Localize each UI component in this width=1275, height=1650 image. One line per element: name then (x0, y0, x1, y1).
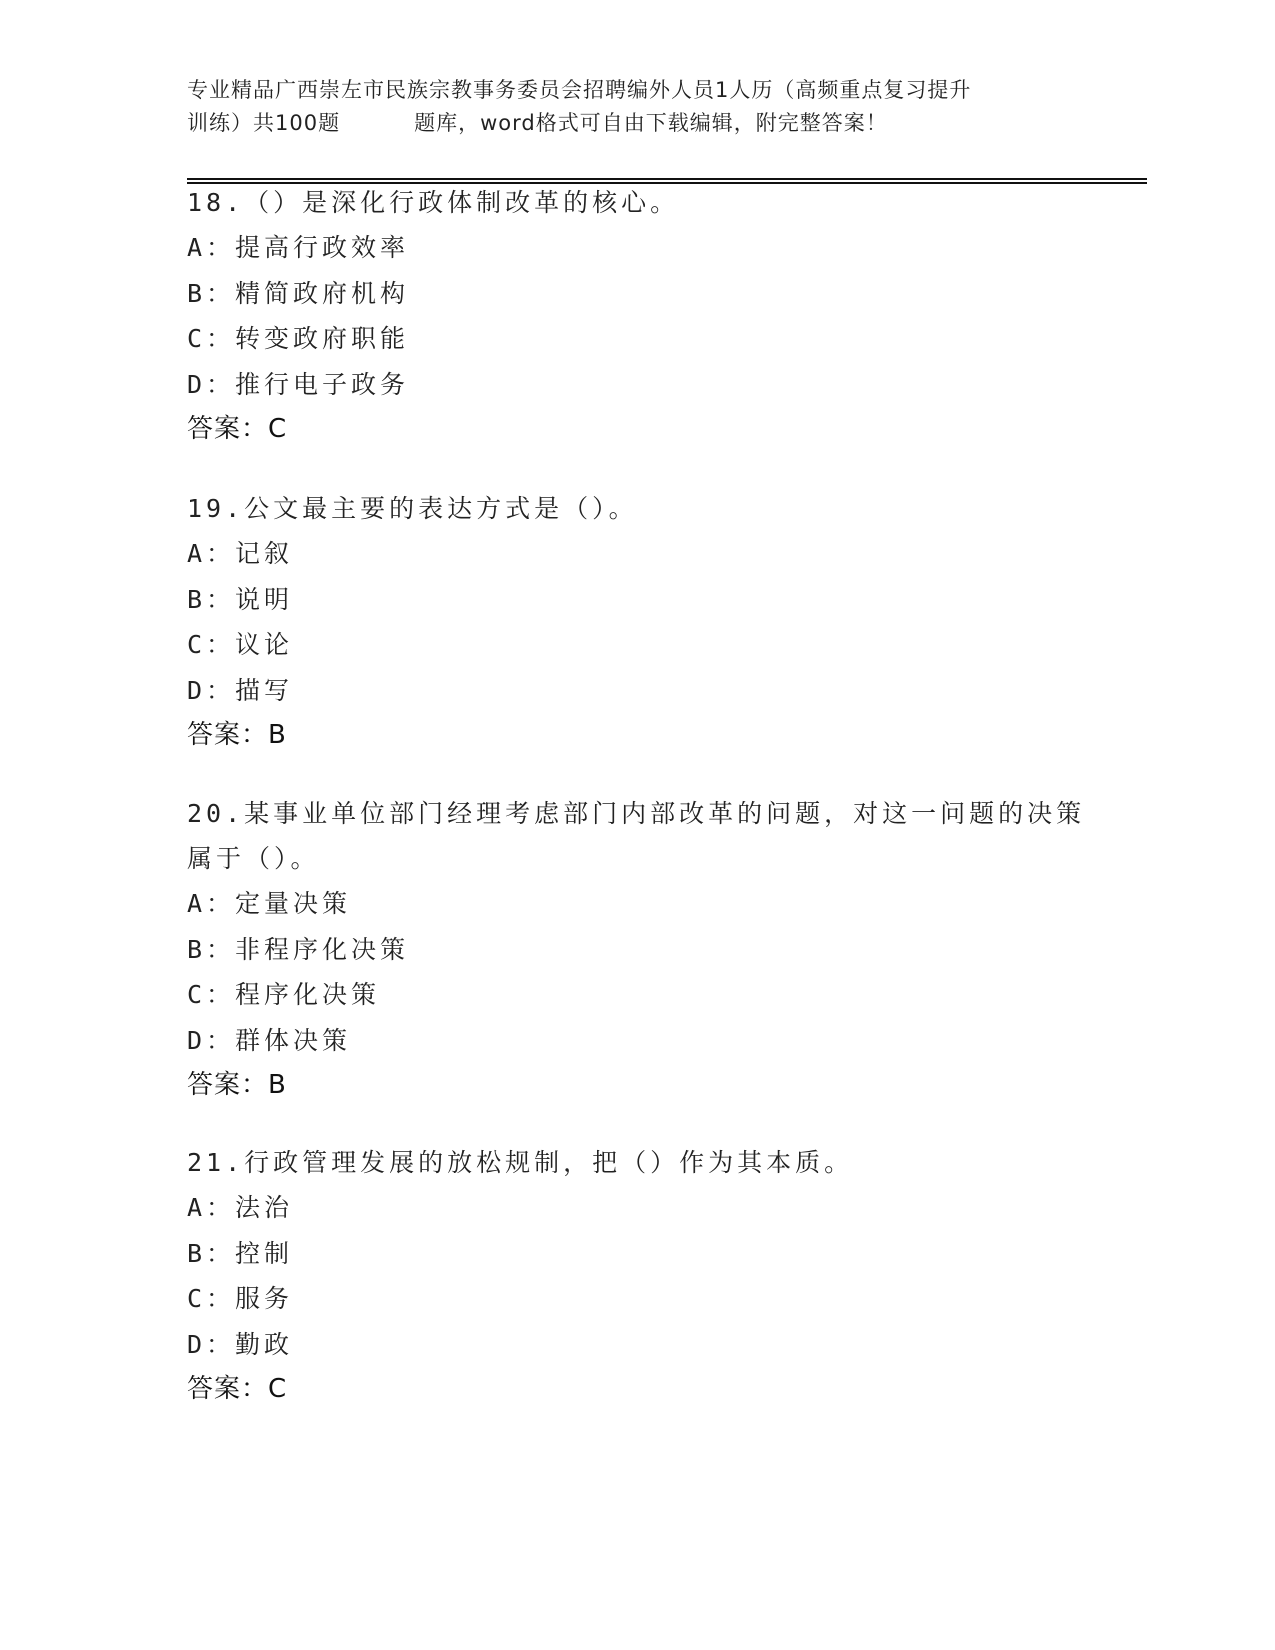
option-b: B：非程序化决策 (187, 934, 410, 964)
answer: 答案：B (187, 1070, 287, 1100)
header-line-2-part-b: 题库，word格式可自由下载编辑，附完整答案！ (414, 111, 888, 135)
question-21 (187, 1140, 1087, 1412)
option-c: C：服务 (187, 1284, 294, 1313)
option-c: C：议论 (187, 630, 294, 659)
answer: 答案：C (187, 1374, 288, 1404)
option-d: D：群体决策 (187, 1025, 352, 1055)
answer: 答案：C (187, 414, 288, 444)
header-line-2 (187, 107, 1087, 140)
option-a: A：记叙 (187, 539, 294, 568)
question-stem: 20.某事业单位部门经理考虑部门内部改革的问题，对这一问题的决策 (187, 799, 1086, 828)
option-c: C：程序化决策 (187, 980, 381, 1009)
header-line-1: 专业精品广西崇左市民族宗教事务委员会招聘编外人员1人历（高频重点复习提升 (187, 78, 972, 102)
option-d: D：描写 (187, 675, 294, 705)
option-c: C：转变政府职能 (187, 324, 410, 353)
option-b: B：说明 (187, 584, 294, 614)
option-d: D：勤政 (187, 1329, 294, 1359)
option-d: D：推行电子政务 (187, 369, 410, 399)
option-b: B：控制 (187, 1238, 294, 1268)
document-header (187, 74, 1087, 140)
question-stem: 21.行政管理发展的放松规制，把（）作为其本质。 (187, 1148, 854, 1177)
option-a: A：提高行政效率 (187, 233, 410, 262)
option-a: A：法治 (187, 1193, 294, 1222)
question-20 (187, 791, 1087, 1108)
question-19 (187, 486, 1087, 758)
header-line-2-part-a: 训练）共100题 (187, 111, 341, 135)
question-stem: 19.公文最主要的表达方式是（）。 (187, 494, 638, 523)
option-a: A：定量决策 (187, 889, 352, 918)
question-stem: 18.（）是深化行政体制改革的核心。 (187, 188, 680, 217)
question-stem-continuation: 属于（）。 (187, 844, 320, 873)
question-18 (187, 180, 1087, 452)
answer: 答案：B (187, 720, 287, 750)
option-b: B：精简政府机构 (187, 278, 410, 308)
